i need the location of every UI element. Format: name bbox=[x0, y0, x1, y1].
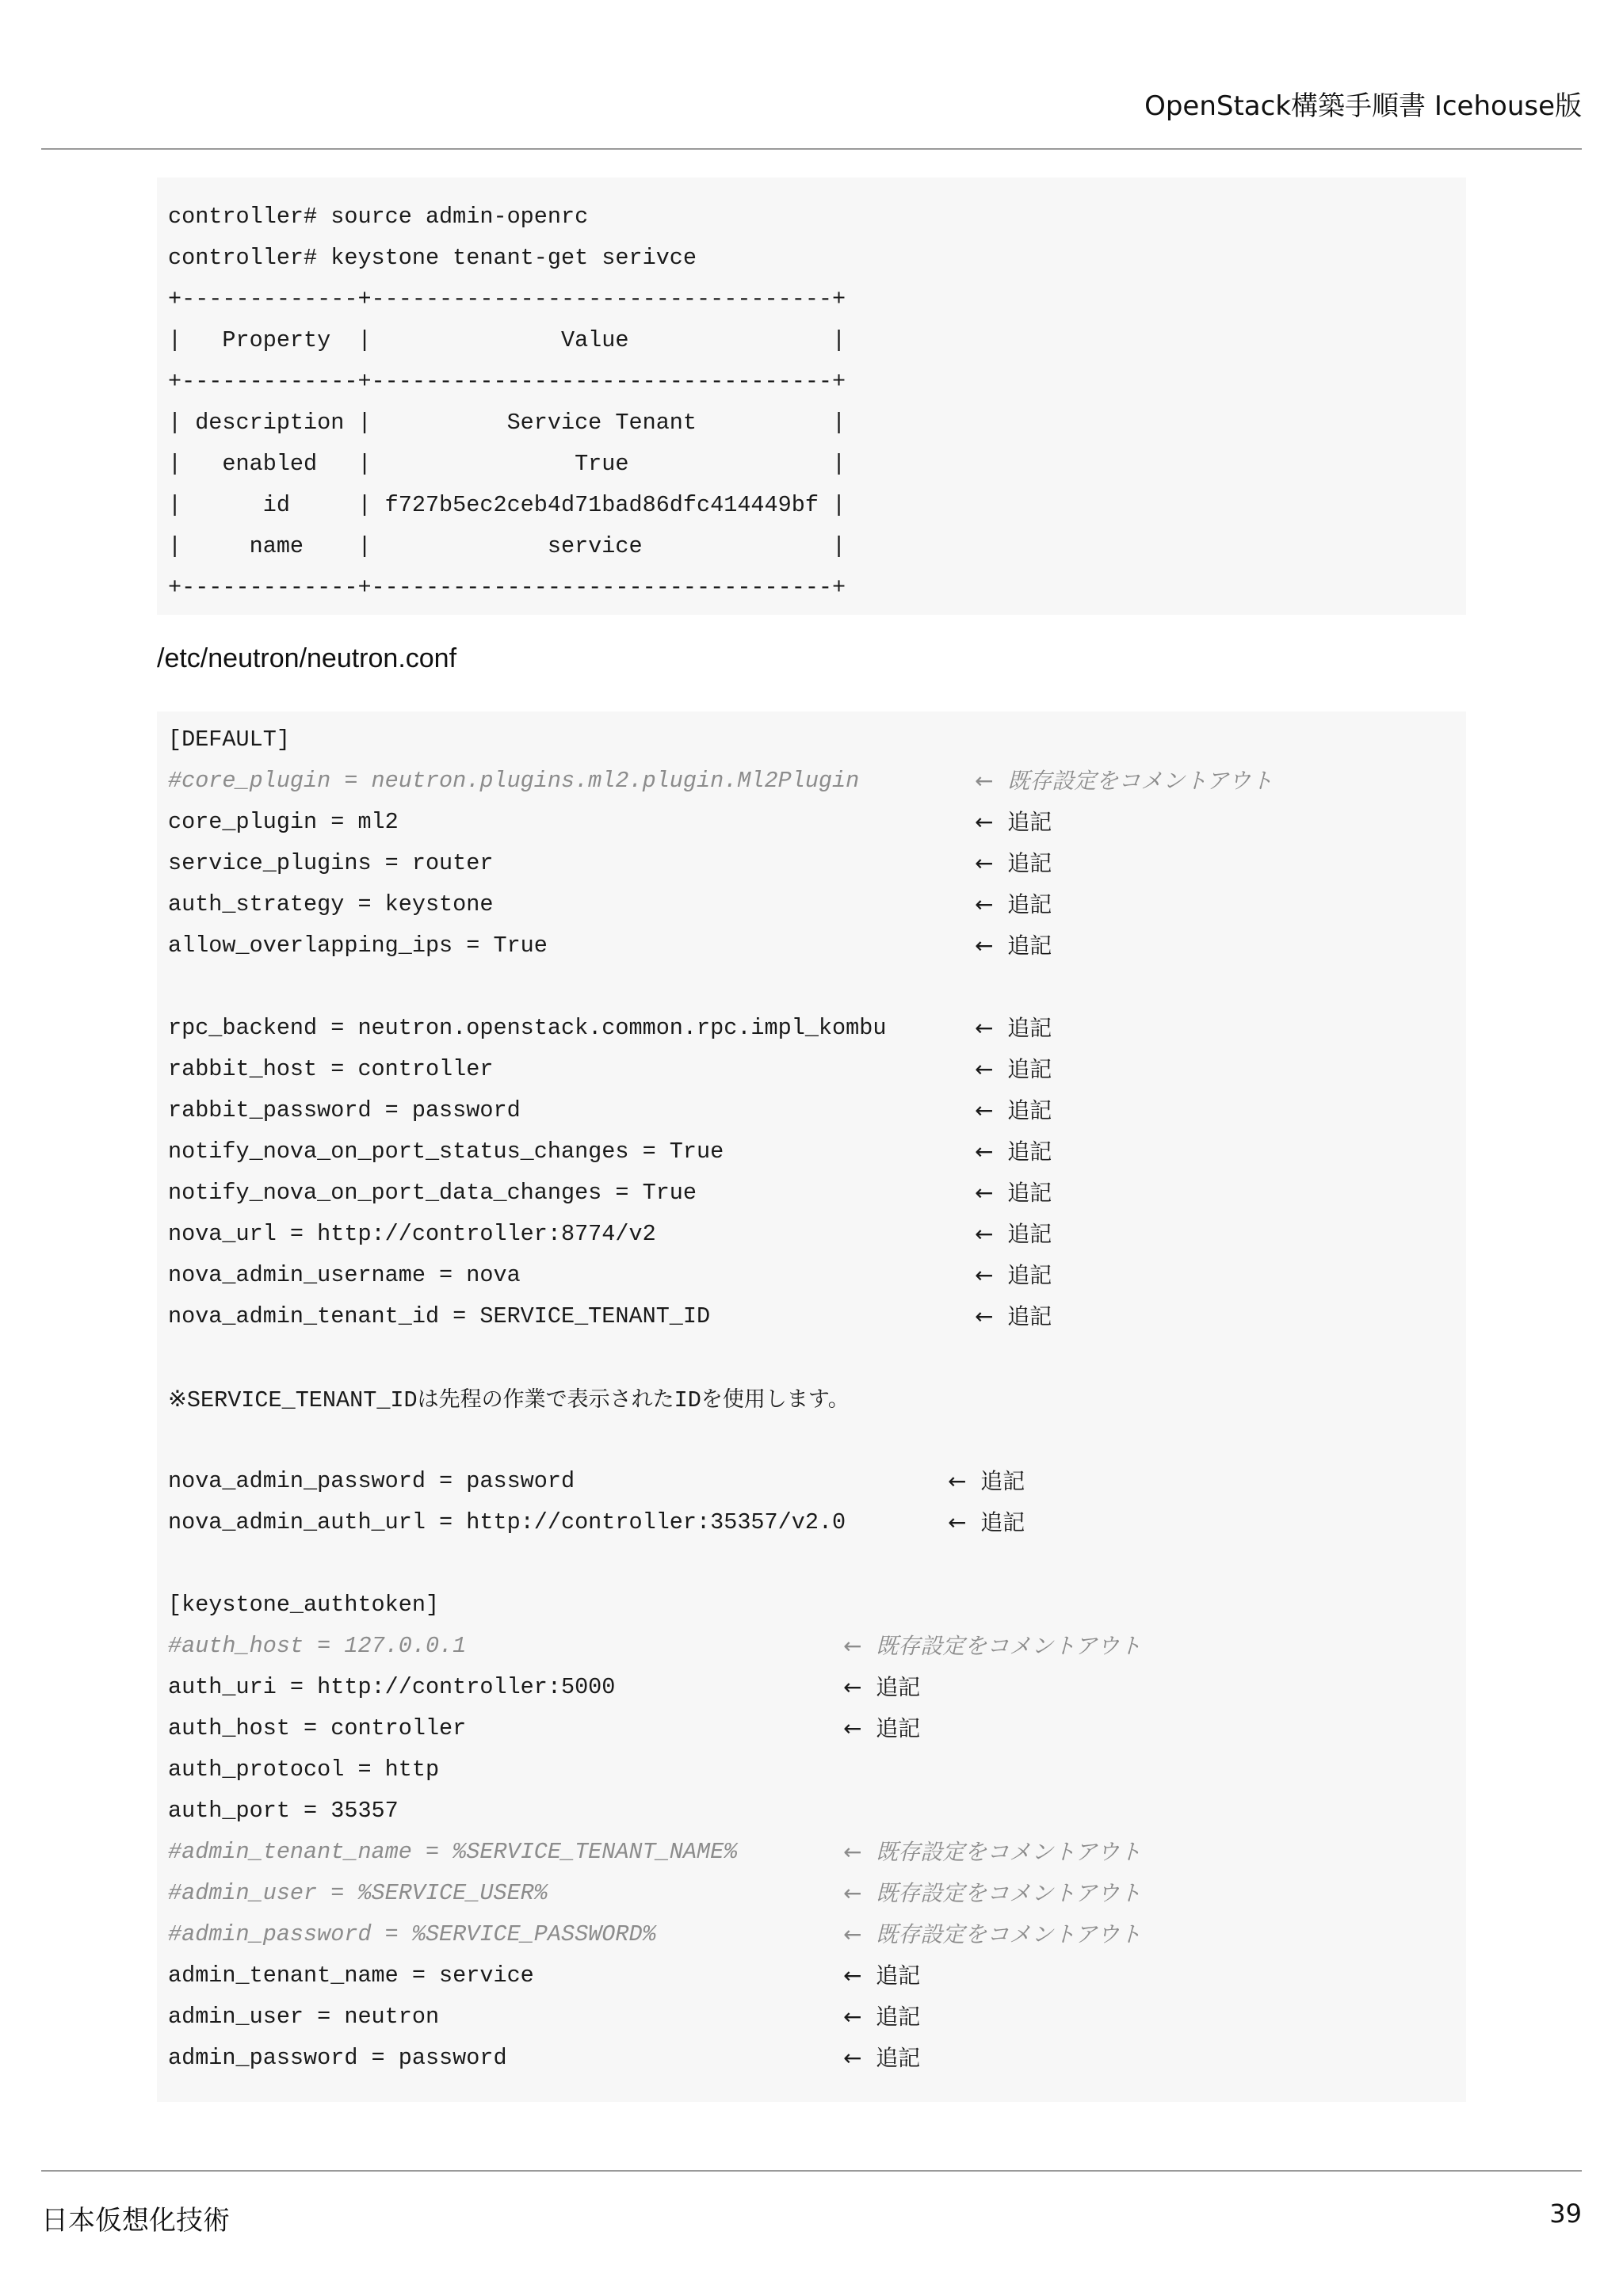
code-line: controller# source admin-openrc bbox=[168, 204, 589, 230]
code-line: | name | service | bbox=[168, 533, 846, 559]
code-line: allow_overlapping_ips = True bbox=[168, 933, 548, 959]
code-line: | description | Service Tenant | bbox=[168, 410, 846, 436]
annotation-added: ← 追記 bbox=[843, 2004, 921, 2030]
code-line: rpc_backend = neutron.openstack.common.rpc.impl_kombu bbox=[168, 1015, 887, 1041]
page-header-title: OpenStack構築手順書 Icehouse版 bbox=[1144, 90, 1582, 122]
code-line: admin_user = neutron bbox=[168, 2004, 440, 2030]
code-line: auth_port = 35357 bbox=[168, 1798, 399, 1824]
annotation-comment-out: ← 既存設定をコメントアウト bbox=[843, 1921, 1142, 1947]
annotation-added: ← 追記 bbox=[975, 1097, 1052, 1123]
code-line: [keystone_authtoken] bbox=[168, 1592, 440, 1618]
code-line: auth_strategy = keystone bbox=[168, 891, 494, 917]
footer-page-number: 39 bbox=[1549, 2199, 1582, 2229]
annotation-added: ← 追記 bbox=[975, 809, 1052, 835]
code-line: +-------------+----------------------------------+ bbox=[168, 368, 846, 395]
code-line: admin_password = password bbox=[168, 2045, 507, 2071]
code-line: | id | f727b5ec2ceb4d71bad86dfc414449bf | bbox=[168, 492, 846, 518]
annotation-comment-out: ← 既存設定をコメントアウト bbox=[975, 768, 1274, 794]
annotation-added: ← 追記 bbox=[975, 933, 1052, 959]
annotation-added: ← 追記 bbox=[975, 1221, 1052, 1247]
code-line: +-------------+----------------------------------+ bbox=[168, 286, 846, 312]
annotation-comment-out: ← 既存設定をコメントアウト bbox=[843, 1880, 1142, 1906]
annotation-added: ← 追記 bbox=[948, 1468, 1025, 1494]
annotation-comment-out: ← 既存設定をコメントアウト bbox=[843, 1839, 1142, 1865]
annotation-added: ← 追記 bbox=[843, 1715, 921, 1741]
footer-company-name: 日本仮想化技術 bbox=[41, 2205, 230, 2237]
annotation-added: ← 追記 bbox=[975, 1262, 1052, 1288]
code-line: [DEFAULT] bbox=[168, 727, 290, 753]
code-block-tenant-get bbox=[157, 177, 1466, 615]
annotation-added: ← 追記 bbox=[975, 891, 1052, 917]
code-line: | enabled | True | bbox=[168, 451, 846, 477]
code-line-commented: #admin_password = %SERVICE_PASSWORD% bbox=[168, 1921, 656, 1947]
code-line: rabbit_host = controller bbox=[168, 1056, 494, 1082]
code-line: auth_uri = http://controller:5000 bbox=[168, 1674, 616, 1700]
annotation-added: ← 追記 bbox=[948, 1509, 1025, 1535]
annotation-added: ← 追記 bbox=[975, 1056, 1052, 1082]
file-path-heading: /etc/neutron/neutron.conf bbox=[157, 643, 457, 673]
code-block-neutron-conf bbox=[157, 711, 1466, 2102]
code-line: notify_nova_on_port_status_changes = True bbox=[168, 1138, 724, 1165]
code-line: notify_nova_on_port_data_changes = True bbox=[168, 1180, 697, 1206]
code-line-commented: #core_plugin = neutron.plugins.ml2.plugin.Ml2Plugin bbox=[168, 768, 860, 794]
code-line: auth_protocol = http bbox=[168, 1756, 440, 1783]
note-suffix: を使用します。 bbox=[701, 1387, 850, 1412]
code-line: service_plugins = router bbox=[168, 850, 494, 876]
note-middle: は先程の作業で表示された bbox=[417, 1387, 674, 1412]
annotation-added: ← 追記 bbox=[975, 1180, 1052, 1206]
code-line: core_plugin = ml2 bbox=[168, 809, 399, 835]
note-service-tenant-id bbox=[168, 1383, 850, 1415]
code-line-commented: #admin_user = %SERVICE_USER% bbox=[168, 1880, 548, 1906]
code-line: nova_admin_tenant_id = SERVICE_TENANT_ID bbox=[168, 1303, 711, 1329]
annotation-added: ← 追記 bbox=[843, 2045, 921, 2071]
code-line: controller# keystone tenant-get serivce bbox=[168, 245, 697, 271]
annotation-added: ← 追記 bbox=[975, 1138, 1052, 1165]
annotation-added: ← 追記 bbox=[843, 1674, 921, 1700]
code-line: admin_tenant_name = service bbox=[168, 1962, 534, 1989]
annotation-added: ← 追記 bbox=[975, 1303, 1052, 1329]
annotation-comment-out: ← 既存設定をコメントアウト bbox=[843, 1633, 1142, 1659]
note-prefix: ※SERVICE_TENANT_ID bbox=[168, 1387, 418, 1413]
code-line: nova_admin_username = nova bbox=[168, 1262, 521, 1288]
code-line: rabbit_password = password bbox=[168, 1097, 521, 1123]
code-line: nova_admin_password = password bbox=[168, 1468, 575, 1494]
header-rule bbox=[41, 148, 1582, 150]
code-line: | Property | Value | bbox=[168, 327, 846, 353]
code-line: +-------------+----------------------------------+ bbox=[168, 574, 846, 601]
footer-rule bbox=[41, 2170, 1582, 2172]
code-line: nova_url = http://controller:8774/v2 bbox=[168, 1221, 656, 1247]
note-id: ID bbox=[674, 1387, 701, 1413]
annotation-added: ← 追記 bbox=[975, 850, 1052, 876]
code-line-commented: #auth_host = 127.0.0.1 bbox=[168, 1633, 467, 1659]
annotation-added: ← 追記 bbox=[843, 1962, 921, 1989]
annotation-added: ← 追記 bbox=[975, 1015, 1052, 1041]
code-line: nova_admin_auth_url = http://controller:35357/v2.0 bbox=[168, 1509, 846, 1535]
code-line-commented: #admin_tenant_name = %SERVICE_TENANT_NAME% bbox=[168, 1839, 738, 1865]
code-line: auth_host = controller bbox=[168, 1715, 467, 1741]
